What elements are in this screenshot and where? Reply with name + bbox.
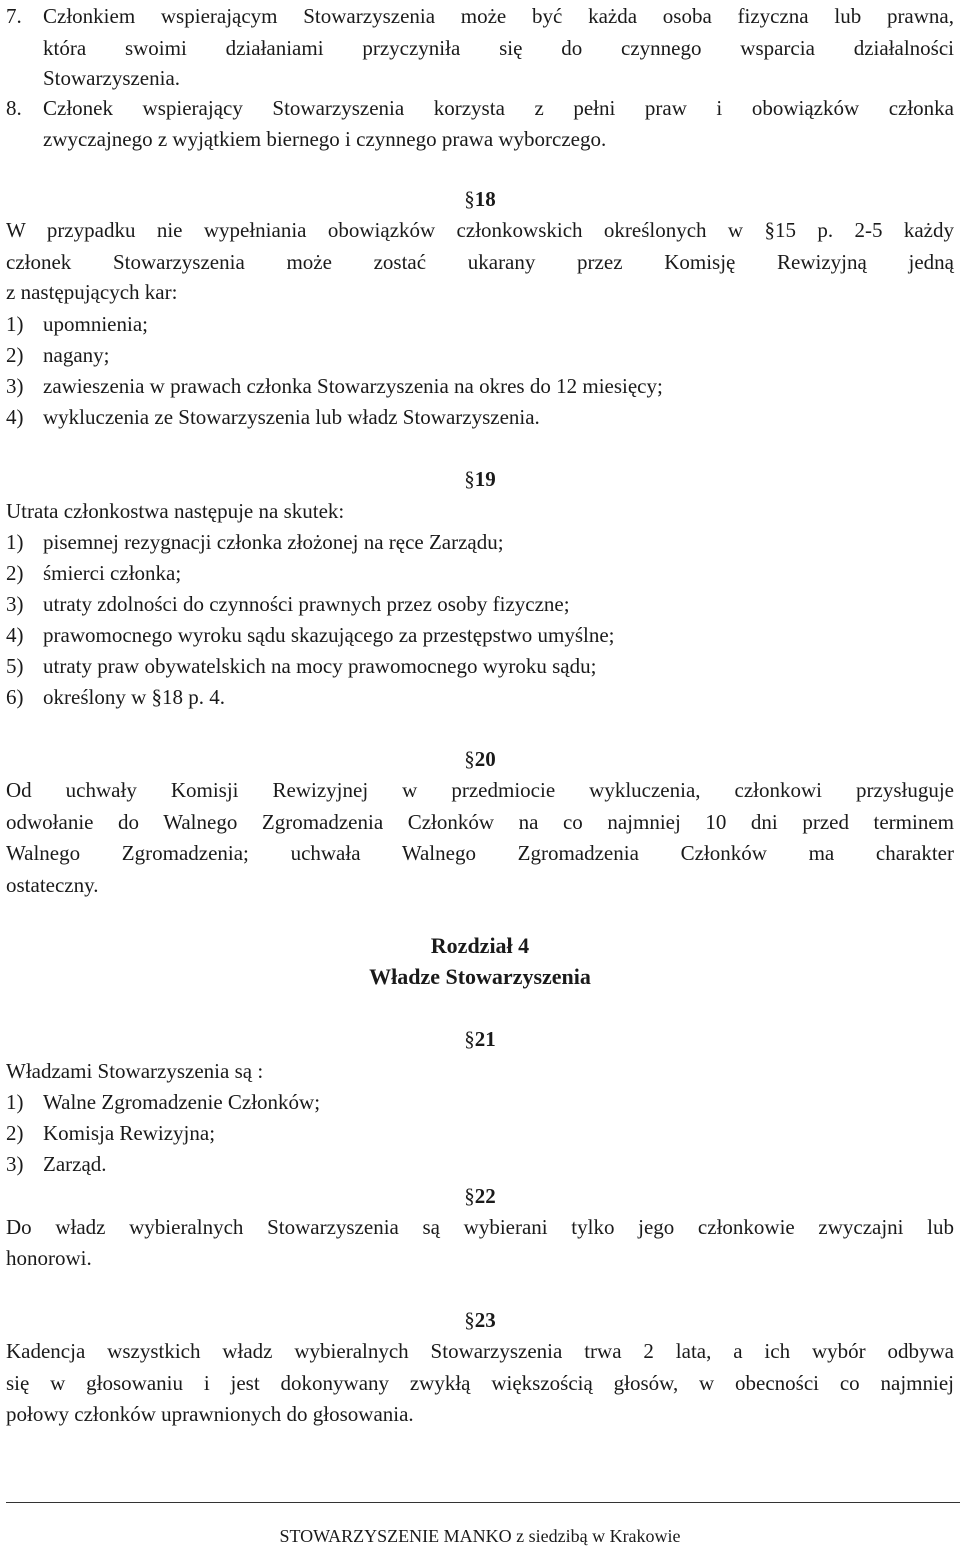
item-number: 2) [6, 1121, 24, 1145]
paragraph-line: ostateczny. [6, 873, 99, 897]
section-heading-20 [0, 743, 960, 775]
paragraph-line: honorowi. [6, 1246, 92, 1270]
paragraph-line: W przypadku nie wypełniania obowiązków członkowskich określonych w §15 p. 2-5 każdy [6, 218, 954, 242]
paragraph-line: Kadencja wszystkich władz wybieralnych Stowarzyszenia trwa 2 lata, a ich wybór odbywa [6, 1339, 954, 1363]
item-number: 7. [6, 4, 22, 28]
paragraph-line: połowy członków uprawnionych do głosowania. [6, 1402, 414, 1426]
item-number: 6) [6, 685, 24, 709]
section-number: 19 [474, 467, 496, 491]
item-number: 1) [6, 530, 24, 554]
section-number: 23 [474, 1308, 496, 1332]
item-text: pisemnej rezygnacji członka złożonej na ręce Zarządu; [43, 530, 504, 554]
section-heading-19 [0, 463, 960, 495]
item-number: 3) [6, 374, 24, 398]
paragraph-line: Walnego Zgromadzenia; uchwała Walnego Zgromadzenia Członków ma charakter [6, 841, 954, 865]
item-text-line: Stowarzyszenia. [43, 66, 181, 90]
page-footer: STOWARZYSZENIE MANKO z siedzibą w Krakowie [279, 1526, 681, 1546]
item-text: upomnienia; [43, 312, 148, 336]
item-text: zawieszenia w prawach członka Stowarzyszenia na okres do 12 miesięcy; [43, 374, 663, 398]
item-text: Walne Zgromadzenie Członków; [43, 1090, 321, 1114]
paragraph-line: Od uchwały Komisji Rewizyjnej w przedmiocie wykluczenia, członkowi przysługuje [6, 778, 954, 802]
item-text: utraty praw obywatelskich na mocy prawomocnego wyroku sądu; [43, 654, 597, 678]
section-symbol: § [464, 187, 475, 211]
section-number: 22 [474, 1184, 496, 1208]
item-number: 3) [6, 592, 24, 616]
paragraph-line: się w głosowaniu i jest dokonywany zwykłą większością głosów, w obecności co najmniej [6, 1371, 954, 1395]
item-text: śmierci członka; [43, 561, 182, 585]
footer-divider [6, 1502, 960, 1503]
paragraph-line: Utrata członkostwa następuje na skutek: [6, 499, 345, 523]
item-text: utraty zdolności do czynności prawnych przez osoby fizyczne; [43, 592, 570, 616]
item-number: 1) [6, 312, 24, 336]
item-text: określony w §18 p. 4. [43, 685, 225, 709]
item-text: Zarząd. [43, 1152, 107, 1176]
item-number: 4) [6, 623, 24, 647]
item-text: nagany; [43, 343, 110, 367]
item-text: wykluczenia ze Stowarzyszenia lub władz Stowarzyszenia. [43, 405, 540, 429]
paragraph-line: członek Stowarzyszenia może zostać ukarany przez Komisję Rewizyjną jedną [6, 250, 954, 274]
section-heading-21 [0, 1023, 960, 1055]
item-number: 4) [6, 405, 24, 429]
section-heading-22 [0, 1180, 960, 1212]
section-number: 18 [474, 187, 496, 211]
item-text-line: Członek wspierający Stowarzyszenia korzysta z pełni praw i obowiązków członka [43, 96, 954, 120]
item-text: Komisja Rewizyjna; [43, 1121, 216, 1145]
chapter-subtitle: Władze Stowarzyszenia [369, 964, 591, 989]
item-text: prawomocnego wyroku sądu skazującego za przestępstwo umyślne; [43, 623, 615, 647]
paragraph-line: Władzami Stowarzyszenia są : [6, 1059, 264, 1083]
item-text-line: która swoimi działaniami przyczyniła się do czynnego wsparcia działalności [43, 36, 954, 60]
item-number: 1) [6, 1090, 24, 1114]
section-heading-18 [0, 183, 960, 215]
section-heading-23 [0, 1304, 960, 1336]
section-number: 20 [474, 747, 496, 771]
paragraph-line: Do władz wybieralnych Stowarzyszenia są wybierani tylko jego członkowie zwyczajni lub [6, 1215, 954, 1239]
item-number: 5) [6, 654, 24, 678]
item-text-line: zwyczajnego z wyjątkiem biernego i czynnego prawa wyborczego. [43, 127, 607, 151]
paragraph-line: odwołanie do Walnego Zgromadzenia Członków na co najmniej 10 dni przed terminem [6, 810, 954, 834]
paragraph-line: z następujących kar: [6, 280, 178, 304]
section-symbol: § [464, 1308, 475, 1332]
section-symbol: § [464, 1027, 475, 1051]
section-symbol: § [464, 467, 475, 491]
section-number: 21 [474, 1027, 496, 1051]
item-text-line: Członkiem wspierającym Stowarzyszenia może być każda osoba fizyczna lub prawna, [43, 4, 954, 28]
chapter-title: Rozdział 4 [430, 933, 530, 958]
item-number: 8. [6, 96, 22, 120]
item-number: 3) [6, 1152, 24, 1176]
item-number: 2) [6, 561, 24, 585]
section-symbol: § [464, 1184, 475, 1208]
section-symbol: § [464, 747, 475, 771]
item-number: 2) [6, 343, 24, 367]
